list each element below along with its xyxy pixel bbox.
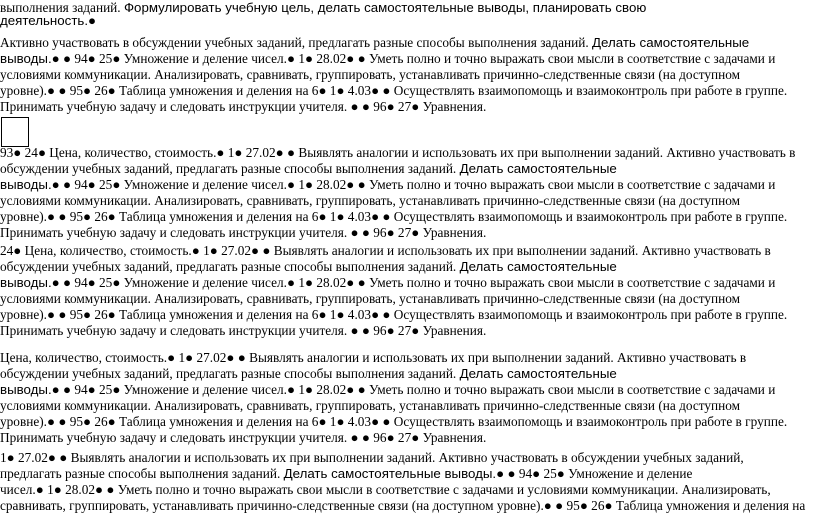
text-line	[0, 307, 812, 323]
text-line	[0, 193, 812, 209]
text-line	[0, 145, 812, 161]
text-line	[0, 275, 812, 291]
text-line	[0, 13, 812, 29]
body-text: 93● 24● Цена, количество, стоимость.● 1● 27.02● ● Выявлять аналогии и использовать их при выполнении заданий. Активно участвовать в	[0, 145, 796, 160]
body-text: уровне).● ● 95● 26● Таблица умножения и деления на 6● 1● 4.03● ● Осуществлять взаимопомощь и взаимоконтроль при работе в группе.	[0, 414, 788, 429]
text-line	[0, 398, 812, 414]
text-line	[0, 414, 812, 430]
text-line	[0, 430, 812, 446]
body-text: выполнения заданий.	[0, 0, 124, 15]
body-text: Активно участвовать в обсуждении учебных заданий, предлагать разные способы выполнения заданий.	[0, 35, 593, 50]
text-line	[0, 99, 812, 115]
emphasis-text: выводы.	[0, 382, 52, 397]
body-text: обсуждении учебных заданий, предлагать разные способы выполнения заданий.	[0, 161, 460, 176]
body-text: условиями коммуникации. Анализировать, сравнивать, группировать, устанавливать причинно-следственные связи (на доступном	[0, 67, 741, 82]
body-text: 24● Цена, количество, стоимость.● 1● 27.02● ● Выявлять аналогии и использовать их при выполнении заданий. Активно участвовать в	[0, 243, 771, 258]
text-line	[0, 482, 812, 498]
text-line	[0, 243, 812, 259]
text-line	[0, 450, 812, 466]
body-text: уровне).● ● 95● 26● Таблица умножения и деления на 6● 1● 4.03● ● Осуществлять взаимопомощь и взаимоконтроль при работе в группе.	[0, 209, 788, 224]
text-line	[0, 67, 812, 83]
body-text: ● ● 94● 25● Умножение и деление чисел.● 1● 28.02● ● Уметь полно и точно выражать свои мысли в соответствие с задачами и	[51, 275, 776, 290]
text-line	[0, 83, 812, 99]
body-text: условиями коммуникации. Анализировать, сравнивать, группировать, устанавливать причинно-следственные связи (на доступном	[0, 193, 741, 208]
emphasis-text: выводы.	[0, 51, 52, 66]
emphasis-text: Делать самостоятельные	[459, 161, 617, 176]
emphasis-text: Делать самостоятельные выводы.	[283, 466, 497, 481]
emphasis-text: деятельность.●	[0, 13, 97, 28]
text-line	[0, 466, 812, 482]
text-line	[0, 35, 812, 51]
body-text: ● ● 94● 25● Умножение и деление чисел.● 1● 28.02● ● Уметь полно и точно выражать свои мысли в соответствие с задачами и	[51, 177, 776, 192]
body-text: условиями коммуникации. Анализировать, сравнивать, группировать, устанавливать причинно-следственные связи (на доступном	[0, 291, 741, 306]
body-text: уровне).● ● 95● 26● Таблица умножения и деления на 6● 1● 4.03● ● Осуществлять взаимопомощь и взаимоконтроль при работе в группе.	[0, 83, 788, 98]
emphasis-text: Делать самостоятельные	[459, 259, 617, 274]
text-line	[0, 366, 812, 382]
text-line	[0, 382, 812, 398]
body-text: Принимать учебную задачу и следовать инструкции учителя. ● ● 96● 27● Уравнения.	[0, 430, 487, 445]
text-line	[0, 259, 812, 275]
text-line	[0, 51, 812, 67]
emphasis-text: Формулировать учебную цель, делать самостоятельные выводы, планировать свою	[123, 0, 647, 15]
text-line	[0, 161, 812, 177]
text-line	[0, 225, 812, 241]
body-text: предлагать разные способы выполнения заданий.	[0, 466, 284, 481]
empty-table-cell	[1, 117, 29, 147]
body-text: уровне).● ● 95● 26● Таблица умножения и деления на 6● 1● 4.03● ● Осуществлять взаимопомощь и взаимоконтроль при работе в группе.	[0, 307, 788, 322]
body-text: обсуждении учебных заданий, предлагать разные способы выполнения заданий.	[0, 259, 460, 274]
emphasis-text: выводы.	[0, 177, 52, 192]
emphasis-text: Делать самостоятельные	[592, 35, 750, 50]
text-line	[0, 177, 812, 193]
body-text: сравнивать, группировать, устанавливать причинно-следственные связи (на доступном уровне).● ● 95● 26● Таблица умножения и деления на	[0, 498, 806, 513]
body-text: чисел.● 1● 28.02● ● Уметь полно и точно выражать свои мысли в соответствие с задачами и условиями коммуникации. Анализировать,	[0, 482, 771, 497]
text-line	[0, 209, 812, 225]
text-line	[0, 498, 812, 514]
text-line	[0, 350, 812, 366]
emphasis-text: выводы.	[0, 275, 52, 290]
body-text: обсуждении учебных заданий, предлагать разные способы выполнения заданий.	[0, 366, 460, 381]
body-text: условиями коммуникации. Анализировать, сравнивать, группировать, устанавливать причинно-следственные связи (на доступном	[0, 398, 741, 413]
body-text: ● ● 94● 25● Умножение и деление чисел.● 1● 28.02● ● Уметь полно и точно выражать свои мысли в соответствие с задачами и	[51, 382, 776, 397]
body-text: 1● 27.02● ● Выявлять аналогии и использовать их при выполнении заданий. Активно участвовать в обсуждении учебных заданий,	[0, 450, 744, 465]
body-text: Принимать учебную задачу и следовать инструкции учителя. ● ● 96● 27● Уравнения.	[0, 99, 487, 114]
body-text: Принимать учебную задачу и следовать инструкции учителя. ● ● 96● 27● Уравнения.	[0, 225, 487, 240]
body-text: ● ● 94● 25● Умножение и деление чисел.● 1● 28.02● ● Уметь полно и точно выражать свои мысли в соответствие с задачами и	[51, 51, 776, 66]
body-text: Цена, количество, стоимость.● 1● 27.02● ● Выявлять аналогии и использовать их при выполнении заданий. Активно участвовать в	[0, 350, 747, 365]
emphasis-text: Делать самостоятельные	[459, 366, 617, 381]
text-line	[0, 323, 812, 339]
text-line	[0, 291, 812, 307]
body-text: ● ● 94● 25● Умножение и деление	[496, 466, 693, 481]
body-text: Принимать учебную задачу и следовать инструкции учителя. ● ● 96● 27● Уравнения.	[0, 323, 487, 338]
